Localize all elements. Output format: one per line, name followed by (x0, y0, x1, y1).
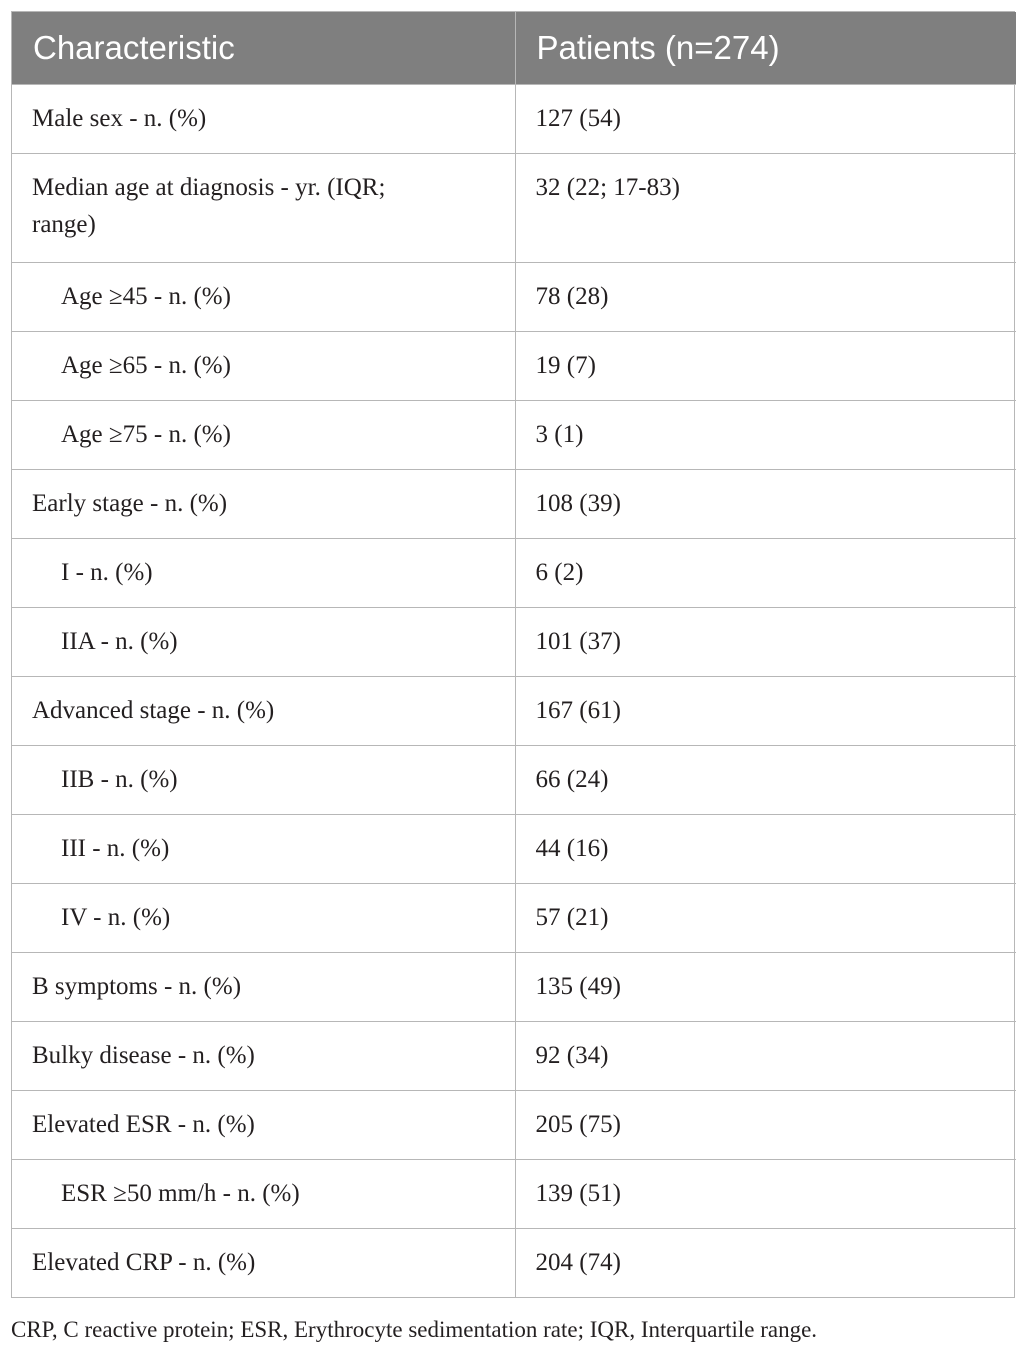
row-value: 204 (74) (515, 1228, 1016, 1297)
row-value: 57 (21) (515, 883, 1016, 952)
header-patients: Patients (n=274) (515, 12, 1016, 84)
row-value: 66 (24) (515, 745, 1016, 814)
table-row (12, 1228, 1016, 1297)
characteristics-table (11, 11, 1015, 1298)
row-label-text: Median age at diagnosis - yr. (IQR; range) (32, 173, 386, 238)
table-row (12, 84, 1016, 153)
row-label: Early stage - n. (%) (12, 469, 515, 538)
row-value: 78 (28) (515, 262, 1016, 331)
row-label: B symptoms - n. (%) (12, 952, 515, 1021)
table-footnote: CRP, C reactive protein; ESR, Erythrocyte sedimentation rate; IQR, Interquartile range. (11, 1317, 818, 1342)
row-value: 44 (16) (515, 814, 1016, 883)
table-row (12, 607, 1016, 676)
row-value: 3 (1) (515, 400, 1016, 469)
row-label: Bulky disease - n. (%) (12, 1021, 515, 1090)
row-label: IV - n. (%) (12, 883, 515, 952)
row-value: 139 (51) (515, 1159, 1016, 1228)
row-label: Age ≥45 - n. (%) (12, 262, 515, 331)
table-row (12, 262, 1016, 331)
row-label: III - n. (%) (12, 814, 515, 883)
row-value: 32 (22; 17-83) (515, 153, 1016, 262)
table-row (12, 469, 1016, 538)
row-value: 167 (61) (515, 676, 1016, 745)
table-body (12, 84, 1016, 1297)
table-row (12, 400, 1016, 469)
table-row (12, 814, 1016, 883)
table-row (12, 676, 1016, 745)
header-characteristic: Characteristic (12, 12, 515, 84)
table-row (12, 1159, 1016, 1228)
table-row (12, 745, 1016, 814)
row-label (12, 153, 515, 262)
row-value: 6 (2) (515, 538, 1016, 607)
row-label: Age ≥75 - n. (%) (12, 400, 515, 469)
table-header (12, 12, 1016, 84)
table-row (12, 331, 1016, 400)
row-label: Male sex - n. (%) (12, 84, 515, 153)
row-label: ESR ≥50 mm/h - n. (%) (12, 1159, 515, 1228)
row-label: IIB - n. (%) (12, 745, 515, 814)
row-value: 101 (37) (515, 607, 1016, 676)
row-value: 135 (49) (515, 952, 1016, 1021)
row-label: Elevated ESR - n. (%) (12, 1090, 515, 1159)
table-row (12, 1090, 1016, 1159)
table-row (12, 883, 1016, 952)
row-label: Elevated CRP - n. (%) (12, 1228, 515, 1297)
table (12, 12, 1016, 1297)
row-label: IIA - n. (%) (12, 607, 515, 676)
row-value: 127 (54) (515, 84, 1016, 153)
table-row (12, 952, 1016, 1021)
table-row (12, 1021, 1016, 1090)
table-row (12, 153, 1016, 262)
table-row (12, 538, 1016, 607)
row-label: I - n. (%) (12, 538, 515, 607)
row-value: 205 (75) (515, 1090, 1016, 1159)
row-value: 19 (7) (515, 331, 1016, 400)
header-row (12, 12, 1016, 84)
row-value: 92 (34) (515, 1021, 1016, 1090)
row-label: Age ≥65 - n. (%) (12, 331, 515, 400)
row-label: Advanced stage - n. (%) (12, 676, 515, 745)
row-value: 108 (39) (515, 469, 1016, 538)
